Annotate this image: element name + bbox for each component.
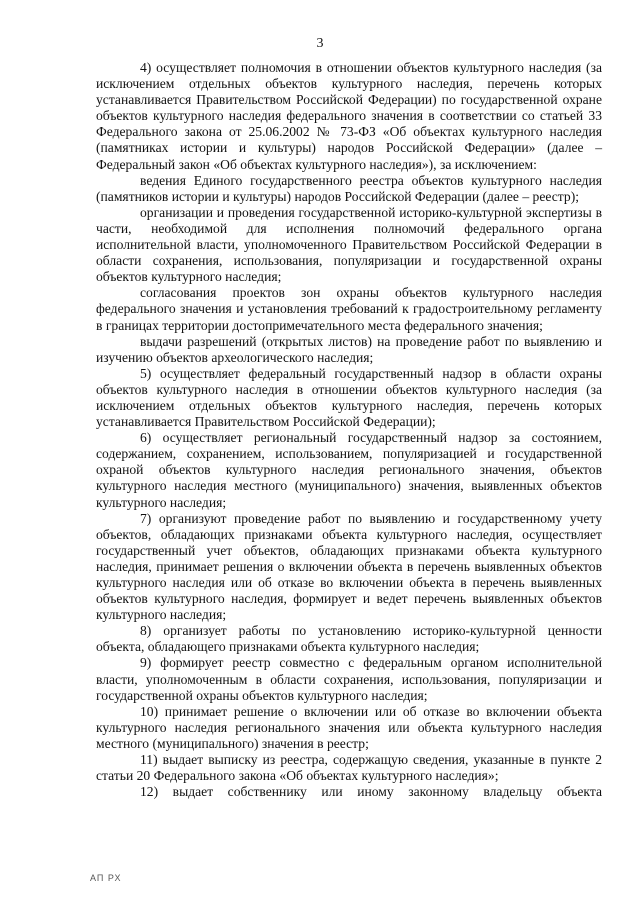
paragraph-5: 5) осуществляет федеральный государственный надзор в области охраны объектов культурного наследия в отношении объектов культурного наследия (за исключением отдельных объектов культурного наследия, перечень которых устанавливается Правительством Российской Федерации); bbox=[96, 365, 602, 430]
paragraph-6: 6) осуществляет региональный государственный надзор за состоянием, содержанием, сохранением, использованием, популяризацией и государственной охраной объектов культурного наследия регионального значения, объектов культурного наследия местного (муниципального) значения, выявленных объектов культурного наследия; bbox=[96, 430, 602, 510]
paragraph-12: 12) выдает собственнику или иному законному владельцу объекта bbox=[140, 784, 602, 800]
page-number: 3 bbox=[316, 36, 324, 51]
paragraph-4: 4) осуществляет полномочия в отношении объектов культурного наследия (за исключением отдельных объектов культурного наследия, перечень которых устанавливается Правительством Российской Федерации) по государственной охране объектов культурного наследия федерального значения в соответствии со статьей 33 Федерального закона от 25.06.2002 № 73-ФЗ «Об объектах культурного наследия (памятниках истории и культуры) народов Российской Федерации» (далее – Федеральный закон «Об объектах культурного наследия»), за исключением: bbox=[96, 60, 602, 172]
footer-stamp-mark: АП РХ bbox=[90, 873, 122, 883]
paragraph-protection-zones: согласования проектов зон охраны объектов культурного наследия федерального значения и установления требований к градостроительному регламенту в границах территории достопримечательного места федерального значения; bbox=[96, 285, 602, 333]
paragraph-10: 10) принимает решение о включении или об отказе во включении объекта культурного наследия регионального значения или объекта культурного наследия местного (муниципального) значения в реестр; bbox=[96, 703, 602, 751]
paragraph-11: 11) выдает выписку из реестра, содержащую сведения, указанные в пункте 2 статьи 20 Федерального закона «Об объектах культурного наследия»; bbox=[96, 752, 602, 784]
paragraph-7: 7) организуют проведение работ по выявлению и государственному учету объектов, обладающих признаками объекта культурного наследия, осуществляет государственный учет объектов, обладающих признаками объекта культурного наследия, принимает решения о включении объекта в перечень выявленных объектов культурного наследия или об отказе во включении объекта в перечень выявленных объектов культурного наследия, формирует и ведет перечень выявленных объектов культурного наследия; bbox=[96, 510, 602, 623]
paragraph-9: 9) формирует реестр совместно с федеральным органом исполнительной власти, уполномоченным в области сохранения, использования, популяризации и государственной охраны объектов культурного наследия; bbox=[96, 655, 602, 703]
document-body bbox=[96, 60, 602, 800]
paragraph-register: ведения Единого государственного реестра объектов культурного наследия (памятников истории и культуры) народов Российской Федерации (далее – реестр); bbox=[96, 172, 602, 204]
paragraph-8: 8) организует работы по установлению историко-культурной ценности объекта, обладающего признаками объекта культурного наследия; bbox=[96, 623, 602, 655]
paragraph-expertise: организации и проведения государственной историко-культурной экспертизы в части, необходимой для исполнения полномочий федерального органа исполнительной власти, уполномоченного Правительством Российской Федерации в области сохранения, использования, популяризации и государственной охраны объектов культурного наследия; bbox=[96, 204, 602, 285]
paragraph-permits: выдачи разрешений (открытых листов) на проведение работ по выявлению и изучению объектов археологического наследия; bbox=[96, 333, 602, 365]
